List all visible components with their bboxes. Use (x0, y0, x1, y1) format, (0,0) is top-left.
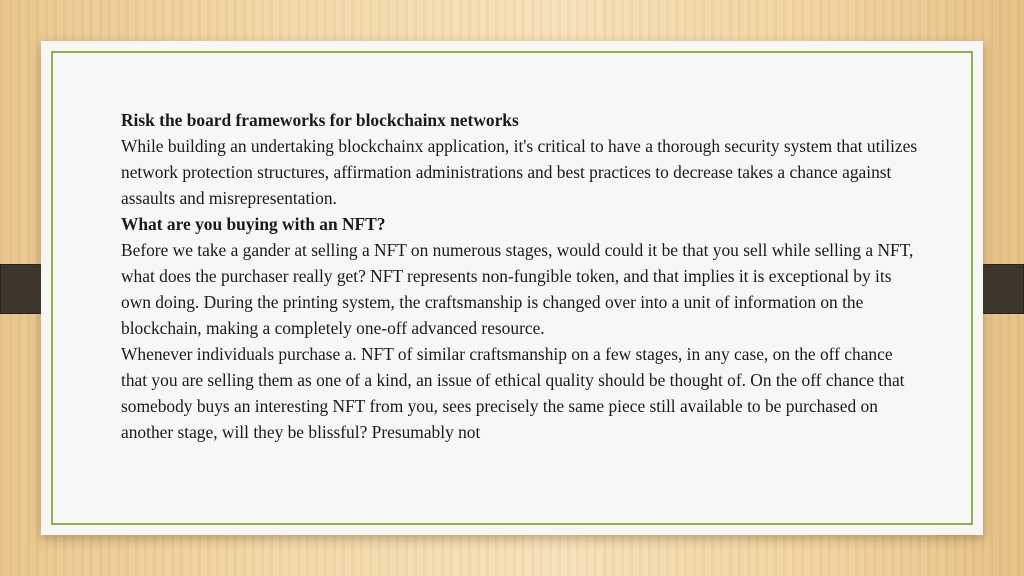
paragraph-nft-selling: Before we take a gander at selling a NFT on numerous stages, would could it be that you sell while selling a NFT, what does the purchaser really get? NFT represents non-fungible token, and that implies it is exceptional by its own doing. During the printing system, the craftsmanship is changed over into a unit of information on the blockchain, making a completely one-off advanced resource. (121, 240, 914, 338)
section-heading-risk-board: Risk the board frameworks for blockchainx networks (121, 110, 519, 130)
section-heading-nft-buying: What are you buying with an NFT? (121, 214, 386, 234)
slide-card (41, 41, 983, 535)
paragraph-nft-ethics: Whenever individuals purchase a. NFT of similar craftsmanship on a few stages, in any case, on the off chance that you are selling them as one of a kind, an issue of ethical quality should be thought of. On the off chance that somebody buys an interesting NFT from you, sees precisely the same piece still available to be purchased on another stage, will they be blissful? Presumably not (121, 344, 905, 442)
paragraph-risk-board: While building an undertaking blockchainx application, it's critical to have a thorough security system that utilizes network protection structures, affirmation administrations and best practices to decrease takes a chance against assaults and misrepresentation. (121, 136, 918, 208)
slide-content (121, 107, 921, 445)
